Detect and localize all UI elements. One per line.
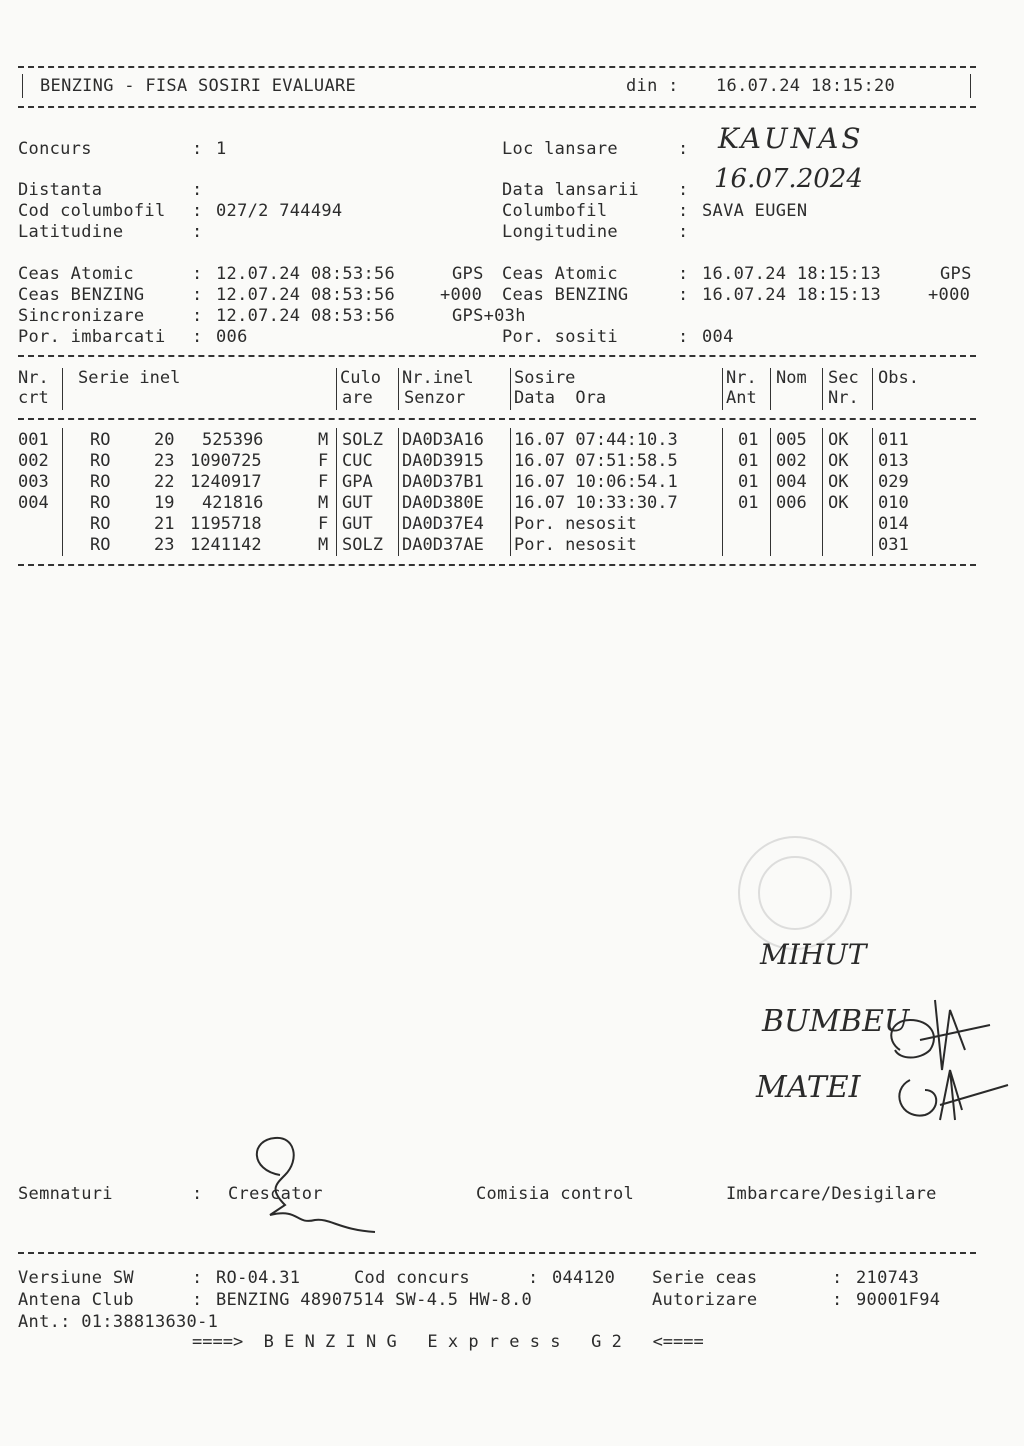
handwritten-name-1: MIHUT — [760, 938, 867, 971]
colon: : — [192, 1268, 203, 1288]
handwritten-name-2: BUMBEU — [762, 1004, 910, 1039]
th-senzor-1: Nr.inel — [402, 368, 474, 388]
cell-nom: 002 — [776, 451, 807, 471]
th-divider — [770, 368, 771, 410]
columbofil-label: Columbofil — [502, 201, 608, 221]
cell-sex: M — [318, 493, 329, 513]
cell-sosire: Por. nesosit — [514, 514, 637, 534]
cell-sosire: 16.07 07:51:58.5 — [514, 451, 678, 471]
cell-obs: 013 — [878, 451, 909, 471]
handwritten-name-3: MATEI — [756, 1070, 861, 1105]
cell-sex: M — [318, 535, 329, 555]
cell-tara: RO — [90, 493, 111, 513]
colon: : — [832, 1290, 843, 1310]
cell-senzor: DA0D3915 — [402, 451, 484, 471]
table-header-rule — [18, 418, 976, 420]
imbarcare-label: Imbarcare/Desigilare — [726, 1184, 937, 1204]
cell-ant: 01 — [738, 430, 759, 450]
cell-an: 20 — [154, 430, 175, 450]
colon: : — [192, 285, 203, 305]
table-top-rule — [18, 355, 976, 357]
cell-sosire: 16.07 07:44:10.3 — [514, 430, 678, 450]
ceas-atomic-extra-left: GPS — [452, 264, 484, 284]
cell-sec: OK — [828, 493, 849, 513]
distanta-colon: : — [192, 180, 203, 200]
autorizare-value: 90001F94 — [856, 1290, 941, 1310]
th-culo-2: are — [342, 388, 373, 408]
ceas-atomic-extra-right: GPS — [940, 264, 972, 284]
colon: : — [192, 306, 203, 326]
cod-columbofil-value: 027/2 744494 — [216, 201, 343, 221]
ceas-benzing-value-right: 16.07.24 18:15:13 — [702, 285, 882, 305]
cell-inel: 1090725 — [190, 451, 262, 471]
cell-culoare: SOLZ — [342, 535, 383, 555]
autorizare-label: Autorizare — [652, 1290, 758, 1310]
th-culo-1: Culo — [340, 368, 381, 388]
tb-divider — [872, 428, 873, 556]
cell-tara: RO — [90, 535, 111, 555]
cell-nr: 004 — [18, 493, 49, 513]
tb-divider — [62, 428, 63, 556]
cell-senzor: DA0D3A16 — [402, 430, 484, 450]
th-nr-1: Nr. — [18, 368, 49, 388]
header-top-rule — [18, 66, 976, 68]
faded-stamp-inner — [758, 856, 832, 930]
por-imbarcati-value: 006 — [216, 327, 248, 347]
colon: : — [832, 1268, 843, 1288]
serie-ceas-label: Serie ceas — [652, 1268, 758, 1288]
ceas-atomic-label-left: Ceas Atomic — [18, 264, 134, 284]
concurs-label: Concurs — [18, 139, 92, 159]
colon: : — [528, 1268, 539, 1288]
cell-culoare: GPA — [342, 472, 373, 492]
antena-label: Antena Club — [18, 1290, 134, 1310]
ceas-atomic-value-right: 16.07.24 18:15:13 — [702, 264, 882, 284]
por-imbarcati-label: Por. imbarcati — [18, 327, 166, 347]
ceas-benzing-extra-right: +000 — [928, 285, 971, 305]
header-bottom-rule — [18, 106, 976, 108]
th-sosire-2: Data Ora — [514, 388, 607, 408]
cell-nom: 004 — [776, 472, 807, 492]
cell-culoare: GUT — [342, 514, 373, 534]
por-sositi-value: 004 — [702, 327, 734, 347]
th-obs: Obs. — [878, 368, 919, 388]
th-nom: Nom — [776, 368, 807, 388]
cell-an: 23 — [154, 451, 175, 471]
th-sec-1: Sec — [828, 368, 859, 388]
th-sosire-1: Sosire — [514, 368, 576, 388]
sincronizare-value: 12.07.24 08:53:56 — [216, 306, 396, 326]
cell-inel: 1195718 — [190, 514, 262, 534]
cell-senzor: DA0D37E4 — [402, 514, 484, 534]
ceas-benzing-label-right: Ceas BENZING — [502, 285, 629, 305]
versiune-value: RO-04.31 — [216, 1268, 301, 1288]
cell-an: 19 — [154, 493, 175, 513]
th-sec-2: Nr. — [828, 388, 859, 408]
th-divider — [398, 368, 399, 410]
loc-lansare-label: Loc lansare — [502, 139, 618, 159]
cell-obs: 010 — [878, 493, 909, 513]
cell-sec: OK — [828, 451, 849, 471]
cell-sex: M — [318, 430, 329, 450]
sincronizare-extra: GPS+03h — [452, 306, 526, 326]
cell-sex: F — [318, 472, 329, 492]
cell-sosire: 16.07 10:33:30.7 — [514, 493, 678, 513]
data-lansarii-colon: : — [678, 180, 689, 200]
ceas-atomic-label-right: Ceas Atomic — [502, 264, 618, 284]
footer-top-rule — [18, 1252, 976, 1254]
latitudine-label: Latitudine — [18, 222, 124, 242]
cell-tara: RO — [90, 430, 111, 450]
ceas-benzing-extra-left: +000 — [440, 285, 483, 305]
cod-concurs-label: Cod concurs — [354, 1268, 470, 1288]
cell-inel: 525396 — [202, 430, 264, 450]
cell-obs: 029 — [878, 472, 909, 492]
data-lansarii-label: Data lansarii — [502, 180, 639, 200]
header-date-value: 16.07.24 18:15:20 — [716, 76, 896, 96]
th-serie: Serie inel — [78, 368, 181, 388]
ceas-benzing-label-left: Ceas BENZING — [18, 285, 145, 305]
antena-value: BENZING 48907514 SW-4.5 HW-8.0 — [216, 1290, 533, 1310]
cell-ant: 01 — [738, 493, 759, 513]
cell-senzor: DA0D37B1 — [402, 472, 484, 492]
crescator-label: Crescator — [228, 1184, 323, 1204]
columbofil-value: SAVA EUGEN — [702, 201, 808, 221]
loc-lansare-colon: : — [678, 139, 689, 159]
concurs-colon: : — [192, 139, 203, 159]
semnaturi-colon: : — [192, 1184, 203, 1204]
ceas-benzing-value-left: 12.07.24 08:53:56 — [216, 285, 396, 305]
th-divider — [510, 368, 511, 410]
colon: : — [192, 1290, 203, 1310]
loc-lansare-handwritten: KAUNAS — [718, 122, 864, 155]
comisia-label: Comisia control — [476, 1184, 635, 1204]
colon: : — [192, 327, 203, 347]
cell-sex: F — [318, 451, 329, 471]
cell-obs: 011 — [878, 430, 909, 450]
colon: : — [678, 327, 689, 347]
signature-scribbles-right — [880, 990, 1010, 1140]
cell-sec: OK — [828, 430, 849, 450]
header-left-bar — [22, 74, 23, 98]
cod-columbofil-colon: : — [192, 201, 203, 221]
cell-sec: OK — [828, 472, 849, 492]
colon: : — [678, 264, 689, 284]
header-right-bar — [970, 74, 971, 98]
colon: : — [192, 264, 203, 284]
header-date-label: din : — [626, 76, 679, 96]
cell-sosire: Por. nesosit — [514, 535, 637, 555]
ceas-atomic-value-left: 12.07.24 08:53:56 — [216, 264, 396, 284]
versiune-label: Versiune SW — [18, 1268, 134, 1288]
cell-tara: RO — [90, 514, 111, 534]
concurs-value: 1 — [216, 139, 227, 159]
serie-ceas-value: 210743 — [856, 1268, 920, 1288]
th-divider — [62, 368, 63, 410]
tb-divider — [722, 428, 723, 556]
cell-nr: 002 — [18, 451, 49, 471]
tb-divider — [398, 428, 399, 556]
cell-an: 22 — [154, 472, 175, 492]
cell-tara: RO — [90, 472, 111, 492]
distanta-label: Distanta — [18, 180, 103, 200]
cell-obs: 031 — [878, 535, 909, 555]
cell-nr: 001 — [18, 430, 49, 450]
cell-ant: 01 — [738, 451, 759, 471]
th-divider — [822, 368, 823, 410]
columbofil-colon: : — [678, 201, 689, 221]
latitudine-colon: : — [192, 222, 203, 242]
th-divider — [722, 368, 723, 410]
cell-ant: 01 — [738, 472, 759, 492]
benzing-banner: ====> B E N Z I N G E x p r e s s G 2 <==== — [192, 1332, 704, 1352]
cell-sosire: 16.07 10:06:54.1 — [514, 472, 678, 492]
crescator-signature — [240, 1130, 380, 1240]
por-sositi-label: Por. sositi — [502, 327, 618, 347]
cod-columbofil-label: Cod columbofil — [18, 201, 166, 221]
tb-divider — [822, 428, 823, 556]
ant-line: Ant.: 01:38813630-1 — [18, 1312, 219, 1332]
data-lansarii-handwritten: 16.07.2024 — [714, 164, 863, 194]
cell-an: 23 — [154, 535, 175, 555]
th-ant-2: Ant — [726, 388, 757, 408]
th-ant-1: Nr. — [726, 368, 757, 388]
cell-inel: 1240917 — [190, 472, 262, 492]
cell-obs: 014 — [878, 514, 909, 534]
sincronizare-label: Sincronizare — [18, 306, 145, 326]
cell-senzor: DA0D37AE — [402, 535, 484, 555]
th-senzor-2: Senzor — [404, 388, 466, 408]
cod-concurs-value: 044120 — [552, 1268, 616, 1288]
longitudine-label: Longitudine — [502, 222, 618, 242]
cell-culoare: CUC — [342, 451, 373, 471]
cell-nr: 003 — [18, 472, 49, 492]
tb-divider — [336, 428, 337, 556]
cell-culoare: GUT — [342, 493, 373, 513]
table-bottom-rule — [18, 564, 976, 566]
cell-sex: F — [318, 514, 329, 534]
cell-culoare: SOLZ — [342, 430, 383, 450]
th-nr-2: crt — [18, 388, 49, 408]
colon: : — [678, 285, 689, 305]
cell-nom: 006 — [776, 493, 807, 513]
cell-nom: 005 — [776, 430, 807, 450]
tb-divider — [510, 428, 511, 556]
th-divider — [336, 368, 337, 410]
cell-inel: 1241142 — [190, 535, 262, 555]
tb-divider — [770, 428, 771, 556]
cell-senzor: DA0D380E — [402, 493, 484, 513]
semnaturi-label: Semnaturi — [18, 1184, 113, 1204]
cell-tara: RO — [90, 451, 111, 471]
cell-inel: 421816 — [202, 493, 264, 513]
document-title: BENZING - FISA SOSIRI EVALUARE — [40, 76, 357, 96]
th-divider — [872, 368, 873, 410]
cell-an: 21 — [154, 514, 175, 534]
longitudine-colon: : — [678, 222, 689, 242]
